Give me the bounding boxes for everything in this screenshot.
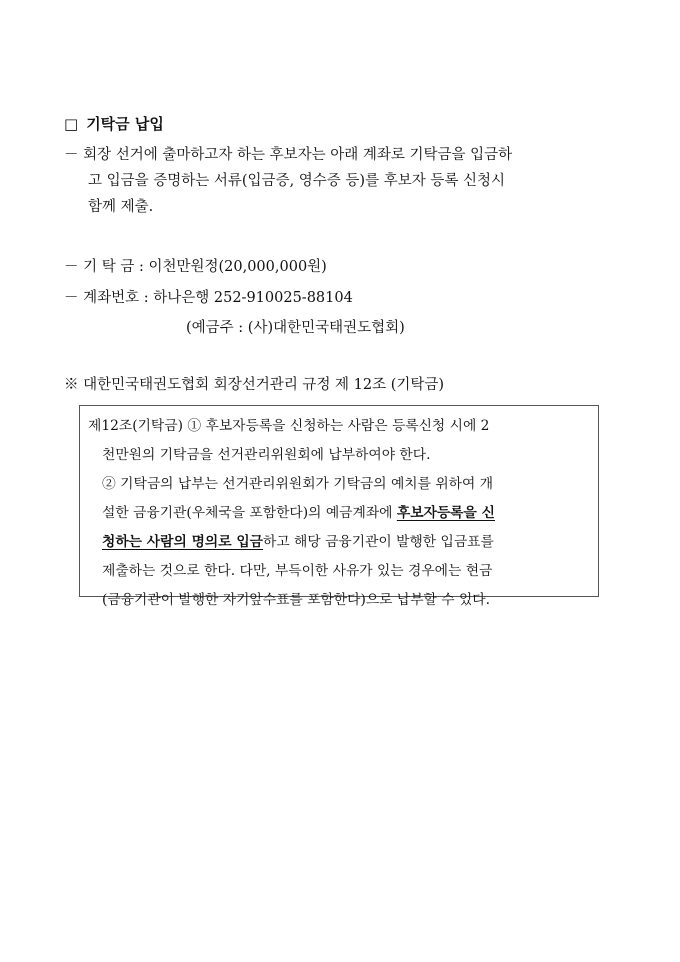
article-line: ② 기탁금의 납부는 선거관리위원회가 기탁금의 예치를 위하여 개 — [102, 476, 494, 492]
regulation-article-box — [79, 405, 599, 608]
checkbox-bullet-icon: □ — [64, 115, 79, 133]
section-title: 기탁금 납입 — [86, 115, 164, 133]
account-number: － 계좌번호 : 하나은행 252-910025-88104 — [64, 290, 353, 306]
deposit-amount: － 기 탁 금 : 이천만원정(20,000,000원) — [64, 259, 327, 275]
article-line: (금융기관이 발행한 자기앞수표를 포함한다)으로 납부할 수 있다. — [102, 592, 490, 608]
article-emphasis: 청하는 사람의 명의로 입금 — [102, 534, 264, 550]
description-paragraph — [64, 142, 624, 220]
description-line: 고 입금을 증명하는 서류(입금증, 영수증 등)를 후보자 등록 신청시 — [88, 173, 505, 189]
regulation-note: ※ 대한민국태권도협회 회장선거관리 규정 제 12조 (기탁금) — [64, 377, 445, 393]
article-text: 설한 금융기관(우체국을 포함한다)의 예금계좌에 — [102, 505, 397, 521]
article-line — [88, 499, 590, 528]
description-line: － 회장 선거에 출마하고자 하는 후보자는 아래 계좌로 기탁금을 입금하 — [64, 147, 513, 163]
description-line: 함께 제출. — [88, 199, 154, 215]
article-line: 제출하는 것으로 한다. 다만, 부득이한 사유가 있는 경우에는 현금 — [102, 563, 493, 579]
article-emphasis: 후보자등록을 신 — [396, 505, 495, 521]
article-text: 하고 해당 금융기관이 발행한 입금표를 — [263, 534, 494, 550]
article-line: 제12조(기탁금) ① 후보자등록을 신청하는 사람은 등록신청 시에 2 — [88, 418, 490, 434]
section-heading — [64, 113, 164, 134]
article-line: 천만원의 기탁금을 선거관리위원회에 납부하여야 한다. — [102, 447, 431, 463]
account-holder: (예금주 : (사)대한민국태권도협회) — [186, 320, 405, 336]
article-line — [88, 528, 590, 557]
